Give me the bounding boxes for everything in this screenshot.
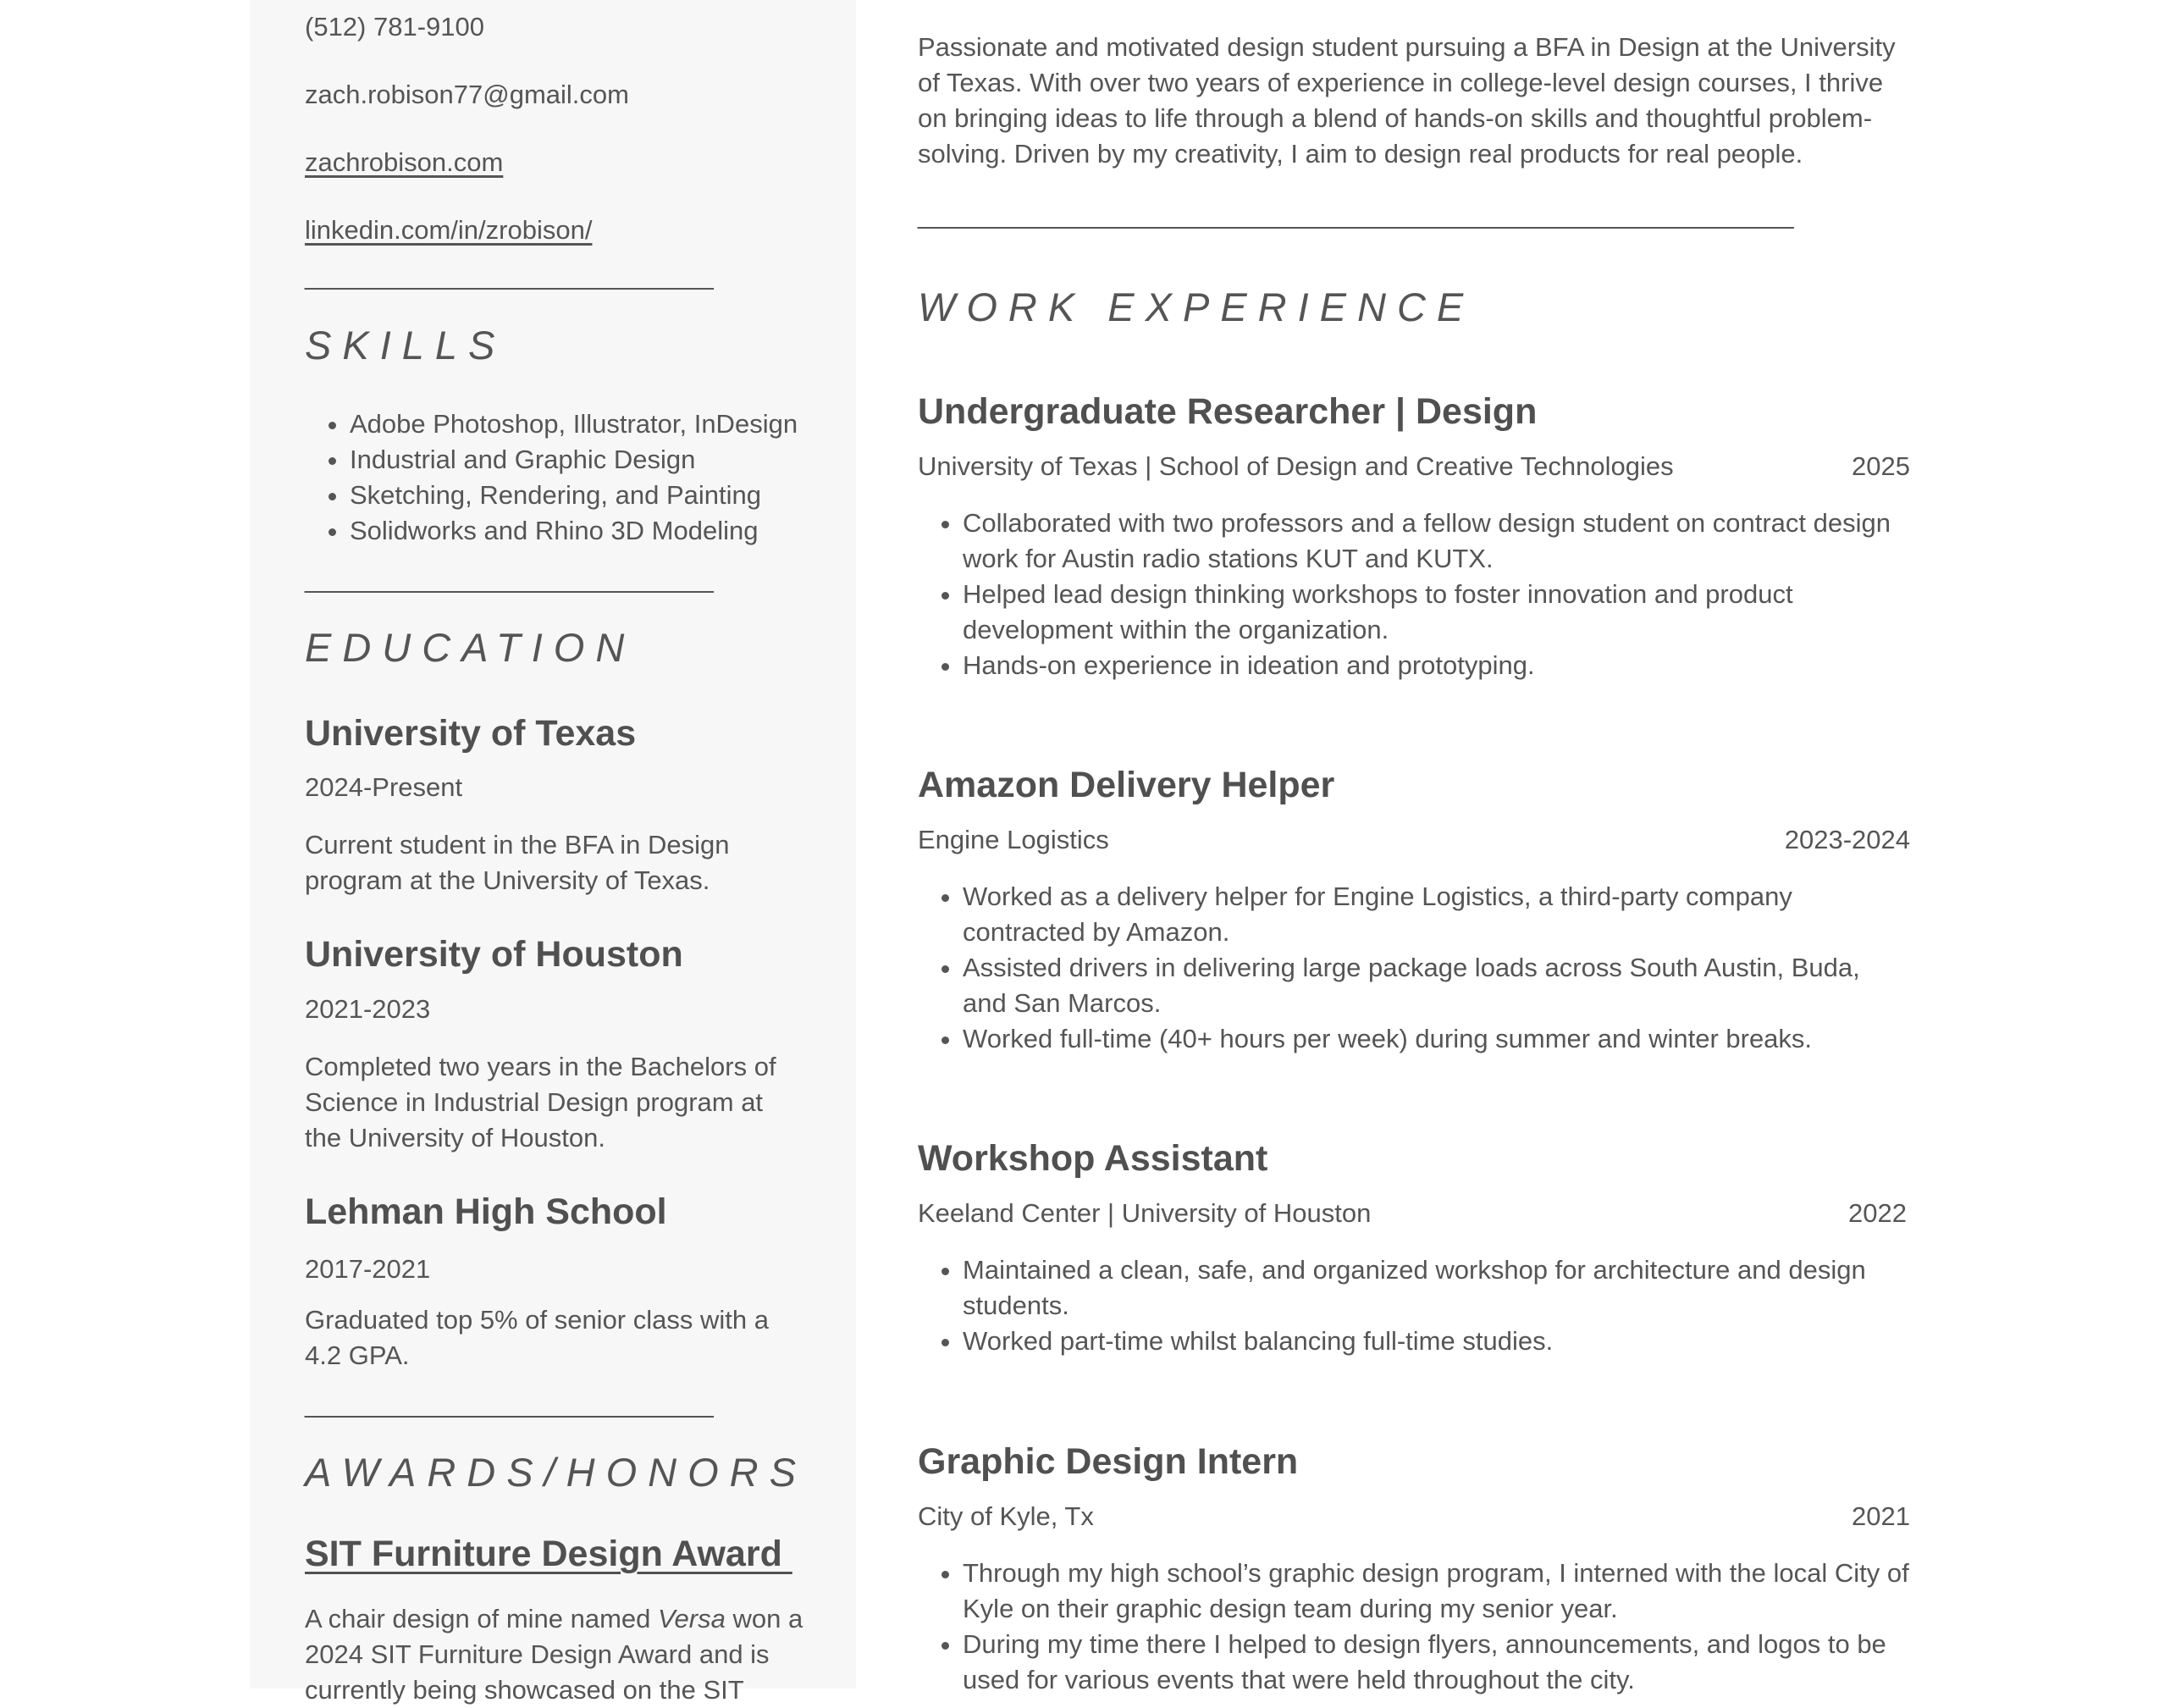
school-description: Graduated top 5% of senior class with a 4.2 GPA. (305, 1305, 769, 1370)
school-name: University of Texas (305, 713, 637, 754)
award-project-name: Versa (658, 1604, 726, 1633)
education-heading: EDUCATION (305, 625, 636, 670)
job-meta (918, 823, 1910, 857)
job-organization: Keeland Center | University of Houston (918, 1198, 1372, 1228)
website-link[interactable]: zachrobison.com (305, 147, 504, 177)
job-bullets (918, 1252, 1911, 1359)
school-years: 2024-Present (305, 772, 463, 802)
job-title: Amazon Delivery Helper (918, 765, 1335, 805)
job-meta (918, 1197, 1907, 1230)
job-years: 2021 (1852, 1501, 1910, 1531)
section-divider: ____________________________ (305, 564, 714, 594)
job-title: Workshop Assistant (918, 1138, 1268, 1179)
job-organization: City of Kyle, Tx (918, 1501, 1094, 1531)
list-item: • Solidworks and Rhino 3D Modeling (350, 513, 798, 549)
email-address: zach.robison77@gmail.com (305, 80, 629, 109)
job-bullets (918, 1556, 1911, 1698)
list-item: • Worked as a delivery helper for Engine Logistics, a third-party company contracted by Amazon. (963, 879, 1911, 950)
list-item: • Worked full-time (40+ hours per week) during summer and winter breaks. (963, 1021, 1911, 1057)
list-item: • Industrial and Graphic Design (350, 442, 798, 478)
job-title: Graphic Design Intern (918, 1441, 1299, 1482)
list-item: • Helped lead design thinking workshops to foster innovation and product development within the organization. (963, 577, 1911, 648)
job-years: 2025 (1852, 451, 1910, 481)
job-title: Undergraduate Researcher | Design (918, 391, 1538, 432)
list-item: • Adobe Photoshop, Illustrator, InDesign (350, 406, 798, 442)
list-item: • Sketching, Rendering, and Painting (350, 478, 798, 513)
profile-summary: Passionate and motivated design student pursuing a BFA in Design at the University of Texas. With over two years of experience in college-level design courses, I thrive on bringing ideas to life through a blend of hands-on skills and thoughtful problem-solving. Driven by my creativity, I aim to design real products for real people. (918, 32, 1896, 169)
section-divider: ____________________________ (305, 261, 714, 290)
job-meta (918, 450, 1910, 484)
award-name: SIT Furniture Design Award (305, 1534, 792, 1574)
school-years: 2017-2021 (305, 1254, 431, 1284)
awards-heading: AWARDS/HONORS (305, 1450, 807, 1495)
section-divider: ____________________________________________________________ (918, 200, 1794, 229)
list-item: • During my time there I helped to design flyers, announcements, and logos to be used for various events that were held throughout the city. (963, 1627, 1911, 1698)
skills-list (305, 406, 798, 549)
school-name: Lehman High School (305, 1191, 667, 1232)
list-item: • Collaborated with two professors and a fellow design student on contract design work for Austin radio stations KUT and KUTX. (963, 506, 1911, 577)
award-description-text: won a 2024 SIT Furniture Design Award and is currently being showcased on the SIT (305, 1604, 803, 1705)
job-bullets (918, 879, 1911, 1057)
list-item: • Assisted drivers in delivering large package loads across South Austin, Buda, and San Marcos. (963, 950, 1911, 1021)
phone-number: (512) 781-9100 (305, 12, 484, 41)
job-meta (918, 1500, 1910, 1534)
school-name: University of Houston (305, 934, 683, 975)
job-bullets (918, 506, 1911, 683)
linkedin-link[interactable]: linkedin.com/in/zrobison/ (305, 215, 593, 245)
job-organization: University of Texas | School of Design and Creative Technologies (918, 451, 1674, 481)
school-years: 2021-2023 (305, 994, 431, 1024)
list-item: • Worked part-time whilst balancing full-time studies. (963, 1324, 1911, 1359)
skills-heading: SKILLS (305, 323, 506, 368)
job-organization: Engine Logistics (918, 825, 1109, 854)
job-years: 2023-2024 (1784, 825, 1910, 854)
award-description-text: A chair design of mine named (305, 1604, 659, 1633)
job-years: 2022 (1848, 1198, 1907, 1228)
school-description: Completed two years in the Bachelors of Science in Industrial Design program at the University of Houston. (305, 1052, 776, 1152)
section-divider: ____________________________ (305, 1389, 714, 1418)
list-item: • Hands-on experience in ideation and prototyping. (963, 648, 1911, 683)
list-item: • Maintained a clean, safe, and organized workshop for architecture and design students. (963, 1252, 1911, 1324)
work-experience-heading: WORK EXPERIENCE (918, 285, 1475, 329)
school-description: Current student in the BFA in Design program at the University of Texas. (305, 830, 730, 895)
list-item: • Through my high school’s graphic design program, I interned with the local City of Kyle on their graphic design team during my senior year. (963, 1556, 1911, 1627)
award-description (305, 1601, 813, 1708)
